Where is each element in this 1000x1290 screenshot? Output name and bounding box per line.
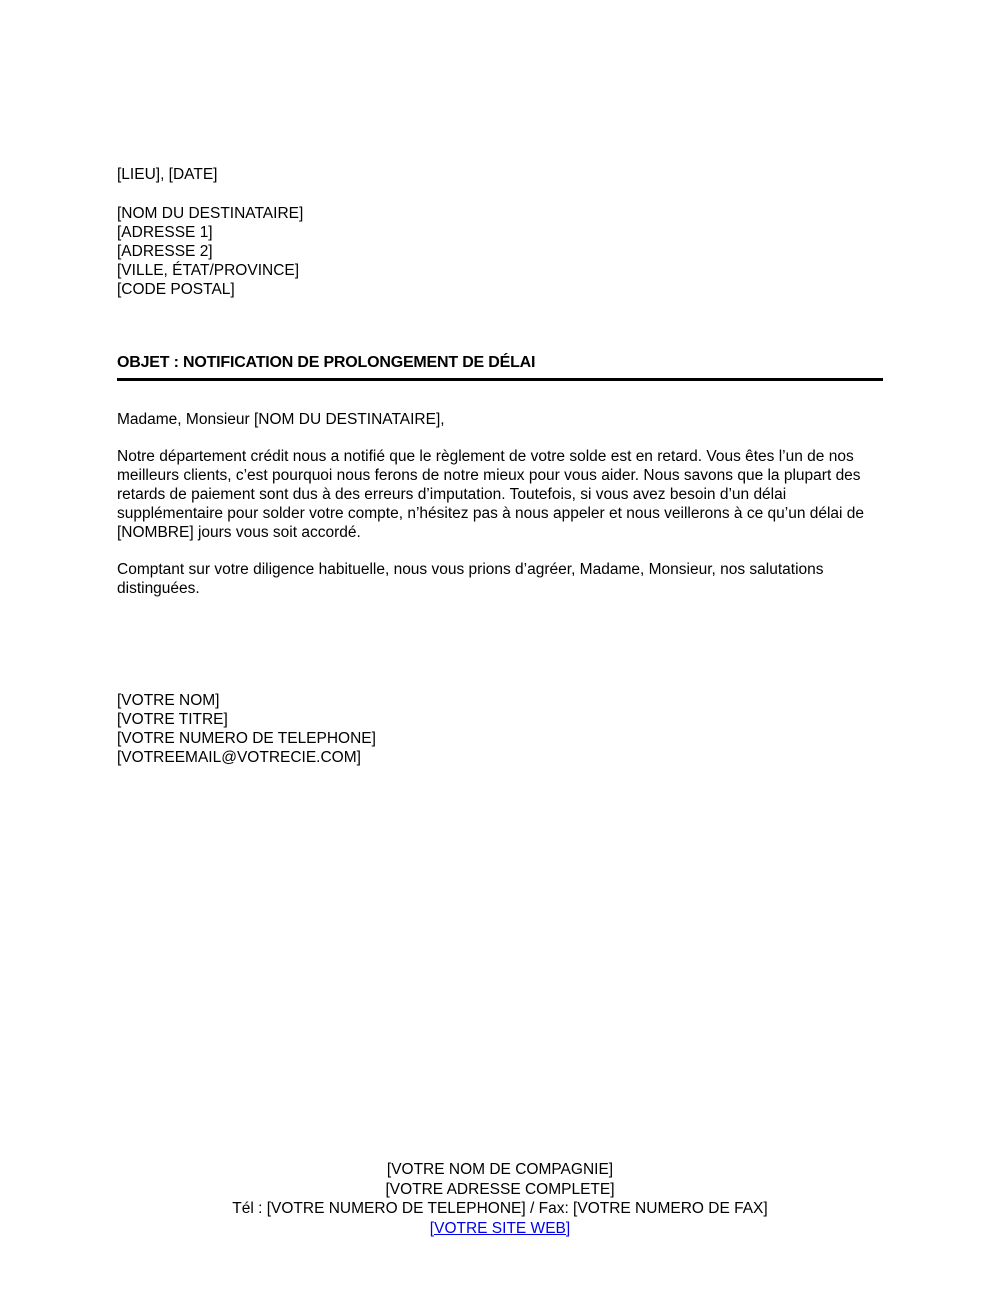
body-paragraph-2: Comptant sur votre diligence habituelle, nous vous prions d’agréer, Madame, Monsieur, nos salutations distinguées. [117, 561, 824, 597]
recipient-address-block [117, 204, 883, 299]
body-paragraph-1: Notre département crédit nous a notifié que le règlement de votre solde est en retard. Vous êtes l’un de nos meilleurs clients, c’est pourquoi nous ferons de notre mieux pour vous aider. Nous savons que la plupart des retards de paiement sont dus à des erreurs d’imputation. Toutefois, si vous avez besoin d’un délai supplémentaire pour solder votre compte, n’hésitez pas à nous appeler et nous veillerons à ce qu’un délai de [NOMBRE] jours vous soit accordé. [117, 448, 865, 541]
footer-company-address: [VOTRE ADRESSE COMPLETE] [385, 1180, 615, 1198]
recipient-address2-line: [ADRESSE 2] [117, 243, 213, 260]
signature-block [117, 691, 883, 767]
company-footer [0, 1160, 1000, 1238]
recipient-address1-line: [ADRESSE 1] [117, 224, 213, 241]
subject-heading: OBJET : NOTIFICATION DE PROLONGEMENT DE DÉLAI [117, 353, 883, 381]
recipient-name-line: [NOM DU DESTINATAIRE] [117, 205, 304, 222]
footer-company-name: [VOTRE NOM DE COMPAGNIE] [386, 1161, 614, 1178]
sender-email-line: [VOTREEMAIL@VOTRECIE.COM] [117, 749, 361, 766]
sender-phone-line: [VOTRE NUMERO DE TELEPHONE] [117, 730, 376, 747]
sender-title-line: [VOTRE TITRE] [117, 711, 228, 728]
recipient-postal-line: [CODE POSTAL] [117, 281, 235, 298]
recipient-city-line: [VILLE, ÉTAT/PROVINCE] [117, 262, 300, 279]
salutation-line: Madame, Monsieur [NOM DU DESTINATAIRE], [117, 411, 445, 428]
sender-name-line: [VOTRE NOM] [117, 692, 220, 709]
place-date-line: [LIEU], [DATE] [117, 166, 218, 183]
footer-tel-fax-line: Tél : [VOTRE NUMERO DE TELEPHONE] / Fax: [VOTRE NUMERO DE FAX] [232, 1200, 768, 1217]
footer-website-link[interactable]: [VOTRE SITE WEB] [429, 1219, 571, 1237]
